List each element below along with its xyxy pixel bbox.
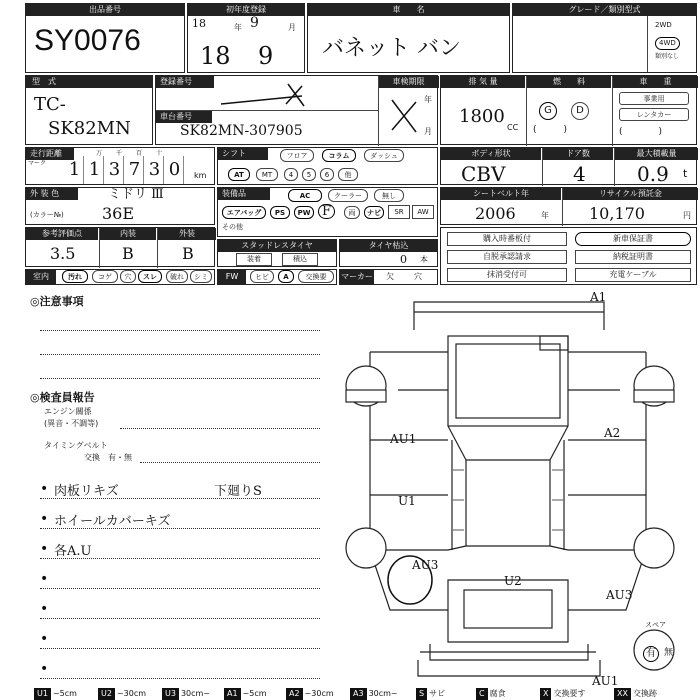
legend-value: 交換跡 [632, 689, 657, 698]
legend-key: U3 [162, 688, 179, 700]
shift-floor: フロア [280, 149, 314, 162]
equipment-label: 装備品 [218, 188, 270, 200]
engine-sub: (異音・不調等) [44, 419, 99, 428]
recycle-box [440, 187, 697, 225]
interior-condition-box [25, 269, 215, 285]
studless-loaded: 積込 [282, 253, 318, 266]
seatbelt-value: 2006 [475, 204, 516, 223]
mileage-digit: 3 [106, 156, 124, 184]
body-value: CBV [461, 162, 506, 186]
load-value: 0.9 [637, 162, 669, 186]
remark-3: 各A.U [54, 544, 92, 559]
legend-key: C [476, 688, 488, 700]
mileage-box [25, 147, 215, 185]
marker-missing: 欠 [386, 272, 394, 281]
equip-airbag: エアバッグ [222, 206, 266, 219]
tire-value: 0 [400, 253, 407, 266]
fuel-gasoline: G [539, 102, 557, 120]
damage-mark: AU3 [606, 588, 633, 602]
body-label: ボディ形状 [441, 148, 541, 160]
first-registration-box [187, 3, 305, 73]
tire-label: タイヤ枯込 [340, 240, 437, 252]
color-code-value: 36E [102, 204, 135, 223]
legend-value: ~5cm [52, 689, 77, 698]
bullet: • [40, 481, 49, 497]
shift-mt: MT [256, 168, 278, 181]
inspection-label: 車検期限 [378, 76, 439, 88]
caution-title: ◎注意事項 [30, 295, 84, 308]
legend-item [162, 688, 210, 700]
interior-value: B [122, 244, 134, 263]
engine-line [120, 428, 320, 429]
spare-label: スペア [645, 621, 666, 629]
fuel-diesel: D [571, 102, 589, 120]
ref-score-label: 参考評価点 [26, 228, 98, 240]
equip-aw: AW [412, 205, 434, 219]
legend-value: ~30cm [304, 689, 334, 698]
interior-cond-label: 室内 [26, 270, 56, 284]
color-code-label: (カラー№) [30, 211, 64, 219]
grade-label: グレード／類別型式 [513, 4, 696, 16]
fw-crack: ヒビ [250, 270, 274, 283]
remark-line [40, 498, 320, 499]
bullet: • [40, 511, 49, 527]
chassis-label: 車台番号 [156, 111, 212, 123]
damage-mark: A1 [590, 290, 607, 304]
tire-box [339, 239, 438, 267]
remark-line [40, 528, 320, 529]
bullet: • [40, 571, 49, 587]
fw-label: FW [218, 270, 246, 284]
car-name-box [307, 3, 510, 73]
damage-mark: A2 [604, 426, 621, 440]
int-cond-stain: シミ [190, 270, 212, 283]
reg-year-unit: 年 [234, 23, 242, 32]
grade-score-box [25, 227, 215, 267]
reg-year-small: 18 [192, 17, 206, 30]
shift-5: 5 [302, 168, 316, 181]
seatbelt-label: シートベルト年 [441, 188, 561, 200]
seatbelt-unit: 年 [541, 211, 549, 220]
place-10: 十 [156, 150, 163, 157]
use-rental: レンタカー [619, 108, 689, 121]
place-10k: 万 [96, 150, 103, 157]
lot-number-label: 出品番号 [26, 4, 184, 16]
use-paren: ( ) [619, 127, 663, 137]
remark-2: ホイールカバーキズ [54, 514, 171, 529]
legend-key: XX [614, 688, 631, 700]
remark-1: 肉板リキズ [54, 484, 119, 499]
first-registration-label: 初年度登録 [188, 4, 304, 16]
shift-4: 4 [284, 168, 298, 181]
registration-cross-out [216, 82, 311, 110]
interior-label: 内装 [100, 228, 156, 240]
load-label: 最大積載量 [615, 148, 698, 160]
car-name-value: バネット バン [322, 36, 461, 61]
legend-key: A3 [350, 688, 367, 700]
legend-item [34, 688, 77, 700]
displacement-unit: CC [507, 123, 519, 132]
remark-line [40, 618, 320, 619]
shift-label: シフト [218, 148, 268, 160]
engine-label: エンジン關係 [44, 407, 92, 416]
chassis-value: SK82MN-307905 [180, 123, 303, 139]
marker-label: マーカー [340, 270, 374, 284]
timing-label: タイミングベルト [44, 441, 108, 450]
damage-mark: AU1 [390, 432, 417, 446]
bullet: • [40, 541, 49, 557]
legend-item [350, 688, 398, 700]
equip-navi: ナビ [364, 206, 384, 219]
exterior-label: 外装 [158, 228, 216, 240]
int-cond-scuff: スレ [138, 270, 162, 283]
equip-none: 無し [374, 189, 404, 202]
place-100: 百 [136, 150, 143, 157]
doc-cancel: 抹消受付可 [447, 268, 567, 282]
recycle-label: リサイクル預託金 [563, 188, 698, 200]
registration-box [155, 75, 438, 145]
legend-value: サビ [429, 689, 446, 698]
reg-year-value: 18 [200, 42, 231, 70]
displacement-label: 排 気 量 [441, 76, 525, 88]
tire-unit: 本 [420, 255, 428, 264]
legend-item [98, 688, 146, 700]
drive-4wd: 4WD [655, 37, 680, 50]
damage-mark: U1 [398, 494, 416, 508]
fuel-paren: ( ) [533, 125, 568, 135]
bullet: • [40, 601, 49, 617]
legend-key: U1 [34, 688, 51, 700]
inspection-year-unit: 年 [424, 95, 432, 104]
fw-replace: 交換要 [298, 270, 334, 283]
mileage-digit: 1 [66, 156, 84, 184]
legend-value: ~5cm [242, 689, 267, 698]
doc-tax: 納税証明書 [575, 250, 691, 264]
remark-line [40, 558, 320, 559]
marker-hole: 穴 [414, 272, 422, 281]
equip-both: 両 [344, 206, 360, 219]
shift-at: AT [228, 168, 250, 181]
spec-box [440, 75, 697, 145]
recycle-value: 10,170 [589, 204, 645, 223]
equip-ps: PS [270, 206, 290, 219]
legend-value: ~30cm [116, 689, 147, 698]
reg-month-value: 9 [258, 42, 274, 70]
int-cond-tear: 破れ [166, 270, 188, 283]
equipment-box [217, 187, 438, 237]
mileage-label: 走行距離 [26, 148, 74, 160]
legend-value: 交換要す [553, 689, 586, 698]
grade-box [512, 3, 697, 73]
legend-item [224, 688, 267, 700]
color-label: 外 装 色 [26, 188, 78, 200]
color-value: ミドリ Ⅲ [108, 187, 164, 202]
equip-pw: PW [294, 206, 314, 219]
doc-self-approval: 自脱承認請求 [447, 250, 567, 264]
remark-1b: 下廻りS [214, 484, 262, 499]
drive-unknown: 類別なし [655, 53, 680, 60]
model-value-2: SK82MN [48, 118, 131, 139]
spare-value: 有 [643, 646, 659, 662]
int-cond-dirt: 汚れ [62, 270, 88, 283]
legend-item [286, 688, 334, 700]
ref-score-value: 3.5 [50, 244, 76, 263]
drive-2wd: 2WD [655, 21, 672, 29]
legend-key: X [540, 688, 551, 700]
mileage-digit: 7 [126, 156, 144, 184]
equip-pw-mark: F [318, 204, 335, 219]
legend-key: A2 [286, 688, 303, 700]
inspection-cross-out [388, 96, 420, 136]
legend-item [416, 688, 445, 700]
marker-box [339, 269, 438, 285]
meter-label: マーク [28, 160, 47, 167]
inspection-month-unit: 月 [424, 127, 432, 136]
equip-sr: SR [388, 205, 410, 219]
damage-mark: U2 [504, 574, 522, 588]
int-cond-burn: コゲ [92, 270, 118, 283]
model-box [25, 75, 153, 145]
fw-box [217, 269, 337, 285]
damage-mark: AU3 [412, 558, 439, 572]
legend-value: 腐食 [489, 689, 506, 698]
doc-warranty: 新車保証書 [575, 232, 691, 246]
doors-label: ドア数 [543, 148, 613, 160]
legend-item [614, 688, 657, 700]
caution-line [40, 330, 320, 331]
model-label: 型 式 [26, 76, 152, 88]
timing-sub: 交換 有・無 [84, 453, 132, 462]
legend-key: S [416, 688, 427, 700]
equip-ac: AC [288, 189, 322, 202]
int-cond-hole: 穴 [120, 270, 136, 283]
registration-number-label: 登録番号 [156, 76, 214, 88]
spare-none: 無 [664, 648, 674, 658]
remark-line [40, 648, 320, 649]
legend-item [540, 688, 585, 700]
model-value-1: TC- [34, 94, 66, 115]
doc-plate: 購入時番板付 [447, 232, 567, 246]
shift-other: 他 [338, 168, 358, 181]
reg-month-small: 9 [250, 15, 259, 31]
shift-column: コラム [322, 149, 356, 162]
inspector-title: ◎検査員報告 [30, 391, 95, 404]
exterior-value: B [182, 244, 194, 263]
legend-value: 30cm~ [180, 689, 211, 698]
studless-label: スタッドレスタイヤ [218, 240, 336, 252]
legend-key: U2 [98, 688, 115, 700]
load-unit: t [683, 167, 688, 180]
mileage-digit: 3 [146, 156, 164, 184]
body-box [440, 147, 697, 185]
fw-a: A [278, 270, 294, 283]
fuel-label: 燃 料 [527, 76, 611, 88]
recycle-unit: 円 [683, 211, 691, 220]
damage-mark: AU1 [592, 674, 619, 688]
bullet: • [40, 631, 49, 647]
studless-fitted: 装着 [236, 253, 272, 266]
shift-6: 6 [320, 168, 334, 181]
mileage-unit: km [194, 171, 207, 180]
remark-line [40, 588, 320, 589]
color-box [25, 187, 215, 225]
studless-box [217, 239, 337, 267]
doors-value: 4 [573, 162, 586, 186]
weight-label: 車 重 [613, 76, 698, 88]
equip-other: その他 [222, 223, 243, 231]
doc-cable: 充電ケーブル [575, 268, 691, 282]
shift-box [217, 147, 438, 185]
bullet: • [40, 661, 49, 677]
reg-month-unit: 月 [288, 23, 296, 32]
legend-key: A1 [224, 688, 241, 700]
place-1k: 千 [116, 150, 123, 157]
shift-dash: ダッシュ [364, 149, 404, 162]
remark-line [40, 678, 320, 679]
caution-line [40, 378, 320, 379]
mileage-digit: 1 [86, 156, 104, 184]
lot-number-value: SY0076 [34, 24, 141, 57]
legend-item [476, 688, 506, 700]
caution-line [40, 354, 320, 355]
car-name-label: 車 名 [308, 4, 509, 16]
timing-line [140, 462, 320, 463]
use-business: 事業用 [619, 92, 689, 105]
equip-cooler: クーラー [328, 189, 368, 202]
displacement-value: 1800 [459, 106, 505, 127]
documents-box [440, 227, 697, 285]
mileage-digit: 0 [166, 156, 184, 184]
lot-number-box [25, 3, 185, 73]
legend-value: 30cm~ [368, 689, 398, 698]
